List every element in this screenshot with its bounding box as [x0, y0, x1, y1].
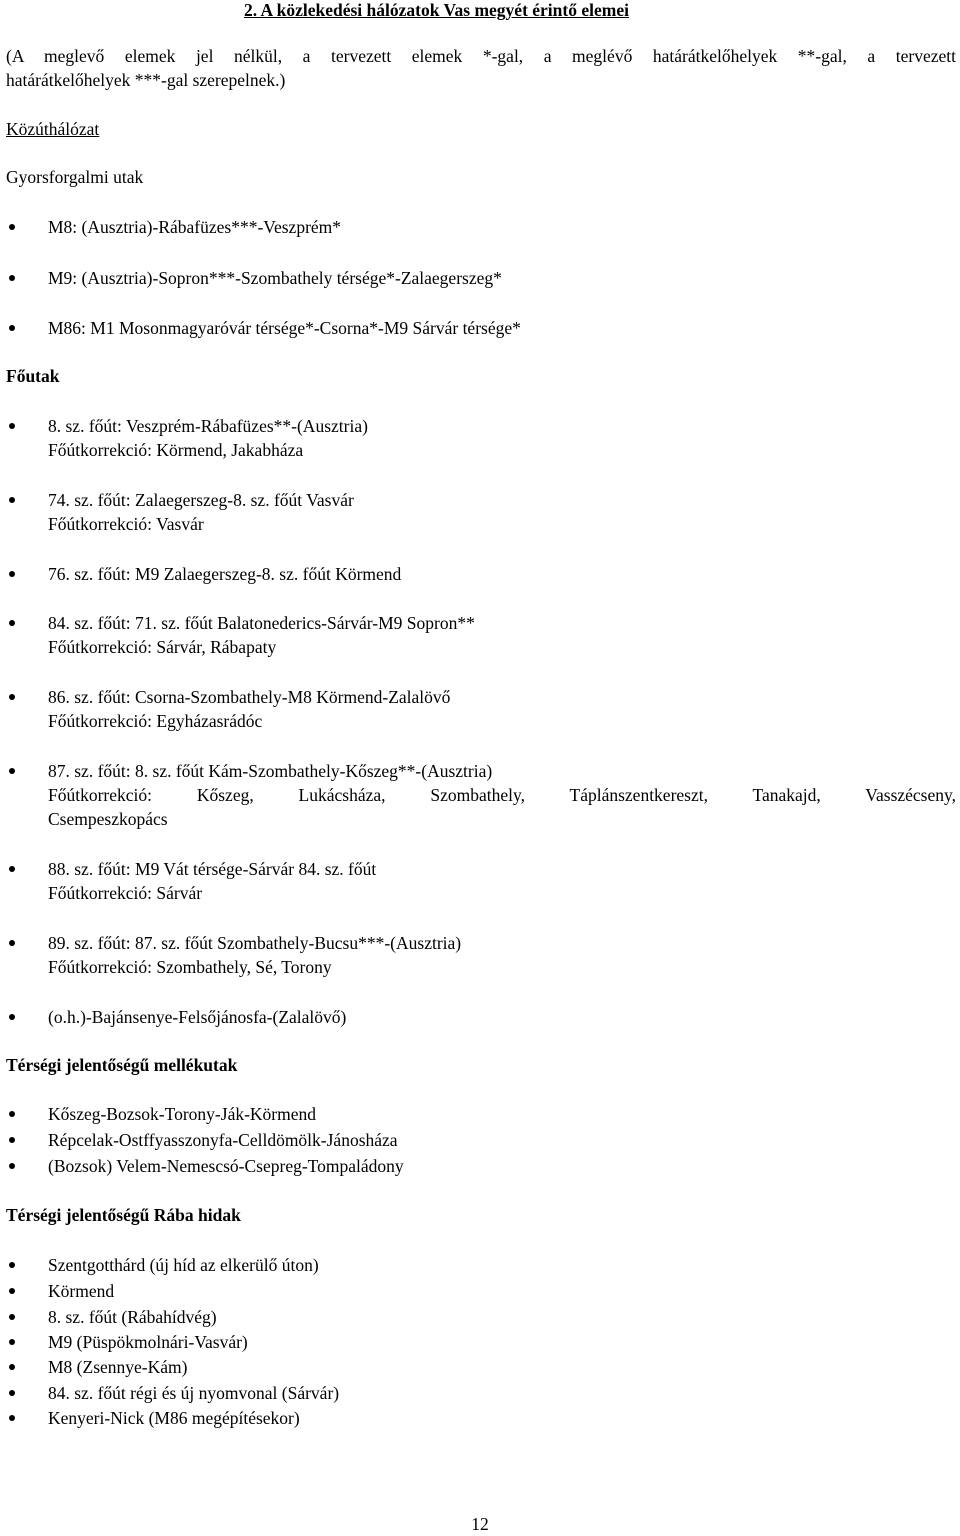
bullet-icon — [9, 571, 15, 577]
intro-line: (A meglevő elemek jel nélkül, a tervezett elemek *-gal, a meglévő határátkelőhelyek **-gal, a tervezett — [6, 46, 956, 66]
list-item-text: M8 (Zsennye-Kám) — [48, 1357, 188, 1377]
section-heading-mellekutak: Térségi jelentőségű mellékutak — [6, 1055, 238, 1075]
list-item-text: M8: (Ausztria)-Rábafüzes***-Veszprém* — [48, 217, 342, 237]
list-item-subtext: Főútkorrekció: Vasvár — [48, 514, 204, 534]
list-item-subtext: Főútkorrekció: Körmend, Jakabháza — [48, 440, 304, 460]
section-heading-gyorsforgalmi: Gyorsforgalmi utak — [6, 167, 144, 187]
list-item-text: 8. sz. főút (Rábahídvég) — [48, 1307, 217, 1327]
list-item-text: M9 (Püspökmolnári-Vasvár) — [48, 1332, 248, 1352]
section-heading-hidak: Térségi jelentőségű Rába hidak — [6, 1205, 241, 1225]
section-heading-kozuthalozat: Közúthálózat — [6, 119, 100, 139]
list-item-text: 84. sz. főút régi és új nyomvonal (Sárvár) — [48, 1383, 340, 1403]
list-item-text: 84. sz. főút: 71. sz. főút Balatonederics-Sárvár-M9 Sopron** — [48, 613, 475, 633]
intro-line: határátkelőhelyek ***-gal szerepelnek.) — [6, 70, 286, 90]
intro-paragraph — [6, 44, 956, 92]
bullet-icon — [9, 1262, 15, 1268]
bullet-icon — [9, 940, 15, 946]
list-item-subtext: Főútkorrekció: Egyházasrádóc — [48, 711, 263, 731]
list-item-subtext: Főútkorrekció: Sárvár — [48, 883, 203, 903]
bullet-icon — [9, 768, 15, 774]
bullet-icon — [9, 1014, 15, 1020]
bullet-icon — [9, 325, 15, 331]
bullet-icon — [9, 694, 15, 700]
list-item-subtext: Főútkorrekció: Szombathely, Sé, Torony — [48, 957, 332, 977]
list-item-text: Kenyeri-Nick (M86 megépítésekor) — [48, 1408, 300, 1428]
bullet-icon — [9, 1163, 15, 1169]
list-item-text: (o.h.)-Bajánsenye-Felsőjánosfa-(Zalalövő) — [48, 1007, 347, 1027]
list-item-text: 87. sz. főút: 8. sz. főút Kám-Szombathely-Kőszeg**-(Ausztria) — [48, 761, 493, 781]
list-item-text: 88. sz. főút: M9 Vát térsége-Sárvár 84. sz. főút — [48, 859, 377, 879]
bullet-icon — [9, 1364, 15, 1370]
bullet-icon — [9, 224, 15, 230]
list-item-text: 8. sz. főút: Veszprém-Rábafüzes**-(Ausztria) — [48, 416, 368, 436]
bullet-icon — [9, 1137, 15, 1143]
bullet-icon — [9, 866, 15, 872]
bullet-icon — [9, 1415, 15, 1421]
list-item-text: 86. sz. főút: Csorna-Szombathely-M8 Körmend-Zalalövő — [48, 687, 451, 707]
bullet-icon — [9, 1390, 15, 1396]
bullet-icon — [9, 1314, 15, 1320]
list-item-text: 89. sz. főút: 87. sz. főút Szombathely-Bucsu***-(Ausztria) — [48, 933, 462, 953]
list-item-text: Körmend — [48, 1281, 115, 1301]
bullet-icon — [9, 1339, 15, 1345]
page-title: 2. A közlekedési hálózatok Vas megyét érintő elemei — [244, 0, 629, 20]
bullet-icon — [9, 620, 15, 626]
bullet-icon — [9, 275, 15, 281]
list-item-text: M86: M1 Mosonmagyaróvár térsége*-Csorna*-M9 Sárvár térsége* — [48, 318, 521, 338]
bullet-icon — [9, 1288, 15, 1294]
list-item-text: Kőszeg-Bozsok-Torony-Ják-Körmend — [48, 1104, 317, 1124]
list-item-subtext: Főútkorrekció: Kőszeg, Lukácsháza, Szombathely, Táplánszentkereszt, Tanakajd, Vasszécseny, — [48, 785, 956, 805]
bullet-icon — [9, 423, 15, 429]
list-item-text: 74. sz. főút: Zalaegerszeg-8. sz. főút Vasvár — [48, 490, 354, 510]
list-item-text: (Bozsok) Velem-Nemescsó-Csepreg-Tompaládony — [48, 1156, 404, 1176]
list-item-text: 76. sz. főút: M9 Zalaegerszeg-8. sz. főút Körmend — [48, 564, 402, 584]
page-number: 12 — [471, 1514, 489, 1534]
list-item-text: Szentgotthárd (új híd az elkerülő úton) — [48, 1255, 319, 1275]
bullet-icon — [9, 497, 15, 503]
list-item-subtext: Csempeszkopács — [48, 809, 168, 829]
list-item-text: M9: (Ausztria)-Sopron***-Szombathely térsége*-Zalaegerszeg* — [48, 268, 502, 288]
bullet-icon — [9, 1111, 15, 1117]
section-heading-foutak: Főutak — [6, 366, 60, 386]
list-item-subtext: Főútkorrekció: Sárvár, Rábapaty — [48, 637, 277, 657]
list-item-text: Répcelak-Ostffyasszonyfa-Celldömölk-Jánosháza — [48, 1130, 398, 1150]
